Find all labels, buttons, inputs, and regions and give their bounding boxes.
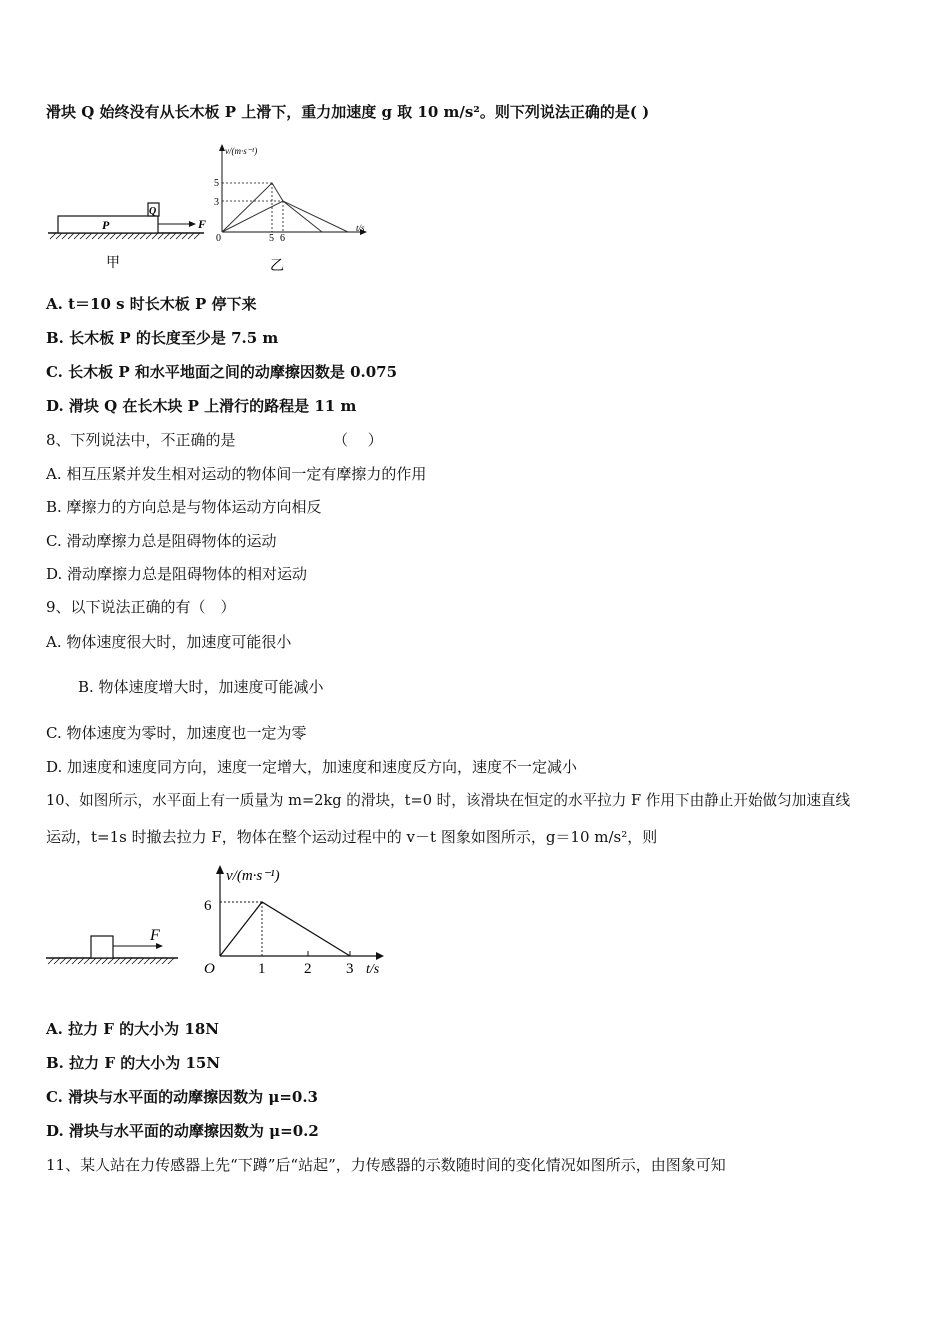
q7-option-b: B. 长木板 P 的长度至少是 7.5 m bbox=[46, 329, 279, 347]
q10-option-c: C. 滑块与水平面的动摩擦因数为 μ=0.3 bbox=[46, 1088, 318, 1106]
figure-jia-label: 甲 bbox=[106, 256, 120, 271]
q8-stem: 8、下列说法中，不正确的是 bbox=[46, 431, 236, 449]
q10-x-tick-2: 2 bbox=[304, 961, 312, 977]
q10-vt-line bbox=[220, 902, 350, 956]
q10-force-label: F bbox=[150, 927, 160, 944]
figure-yi-label: 乙 bbox=[270, 259, 284, 274]
q10-origin: O bbox=[204, 961, 215, 977]
q10-figure-graph bbox=[198, 862, 398, 982]
q9-stem: 9、以下说法正确的有（ ） bbox=[46, 598, 236, 616]
q10-option-a: A. 拉力 F 的大小为 18N bbox=[46, 1020, 219, 1038]
yi-line-p bbox=[222, 201, 348, 232]
q8-option-b: B. 摩擦力的方向总是与物体运动方向相反 bbox=[46, 498, 322, 516]
q10-option-b: B. 拉力 F 的大小为 15N bbox=[46, 1054, 221, 1072]
q8-option-d: D. 滑动摩擦力总是阻碍物体的相对运动 bbox=[46, 565, 308, 583]
q10-y-axis-label: v/(m·s⁻¹) bbox=[226, 868, 280, 884]
yi-x-tick-5: 5 bbox=[269, 233, 274, 244]
q8-bracket: （ ） bbox=[333, 431, 383, 449]
q10-x-tick-3: 3 bbox=[346, 961, 354, 977]
q7-stem: 滑块 Q 始终没有从长木板 P 上滑下，重力加速度 g 取 10 m/s²。则下列说法正确的是( ) bbox=[46, 103, 650, 121]
q10-block bbox=[91, 936, 113, 958]
q7-option-d: D. 滑块 Q 在长木块 P 上滑行的路程是 11 m bbox=[46, 397, 357, 415]
force-f-label: F bbox=[198, 217, 207, 231]
q7-figure-jia bbox=[44, 195, 214, 275]
q8-option-c: C. 滑动摩擦力总是阻碍物体的运动 bbox=[46, 532, 277, 550]
board-p-label: P bbox=[102, 218, 110, 232]
q10-x-tick-1: 1 bbox=[258, 961, 266, 977]
q7-option-c: C. 长木板 P 和水平地面之间的动摩擦因数是 0.075 bbox=[46, 363, 398, 381]
q7-figure-yi bbox=[210, 142, 380, 277]
block-q-label: Q bbox=[149, 206, 157, 217]
q10-stem-line1: 10、如图所示，水平面上有一质量为 m=2kg 的滑块，t=0 时，该滑块在恒定的水平拉力 F 作用下由静止开始做匀加速直线 bbox=[46, 792, 851, 809]
q10-option-d: D. 滑块与水平面的动摩擦因数为 μ=0.2 bbox=[46, 1122, 319, 1140]
yi-x-tick-6: 6 bbox=[280, 233, 285, 244]
q10-x-axis-label: t/s bbox=[366, 962, 380, 977]
q7-option-a: A. t＝10 s 时长木板 P 停下来 bbox=[46, 295, 257, 313]
yi-y-tick-3: 3 bbox=[214, 197, 219, 208]
q10-y-tick-6: 6 bbox=[204, 898, 212, 914]
yi-y-tick-5: 5 bbox=[214, 178, 219, 189]
q9-option-d: D. 加速度和速度同方向，速度一定增大，加速度和速度反方向，速度不一定减小 bbox=[46, 758, 578, 776]
q11-stem: 11、某人站在力传感器上先“下蹲”后“站起”，力传感器的示数随时间的变化情况如图所示，由图象可知 bbox=[46, 1156, 726, 1174]
q10-stem-line2: 运动，t=1s 时撤去拉力 F，物体在整个运动过程中的 v－t 图象如图所示，g＝10 m/s²，则 bbox=[46, 828, 658, 846]
q9-option-c: C. 物体速度为零时，加速度也一定为零 bbox=[46, 724, 307, 742]
q8-option-a: A. 相互压紧并发生相对运动的物体间一定有摩擦力的作用 bbox=[46, 465, 427, 483]
yi-x-axis-label: t/s bbox=[356, 223, 365, 233]
q10-figure-block bbox=[44, 922, 184, 972]
q9-option-a: A. 物体速度很大时，加速度可能很小 bbox=[46, 633, 292, 651]
yi-y-axis-label: v/(m·s⁻¹) bbox=[225, 146, 258, 156]
q9-option-b: B. 物体速度增大时，加速度可能减小 bbox=[78, 678, 324, 696]
yi-origin: 0 bbox=[216, 233, 221, 244]
